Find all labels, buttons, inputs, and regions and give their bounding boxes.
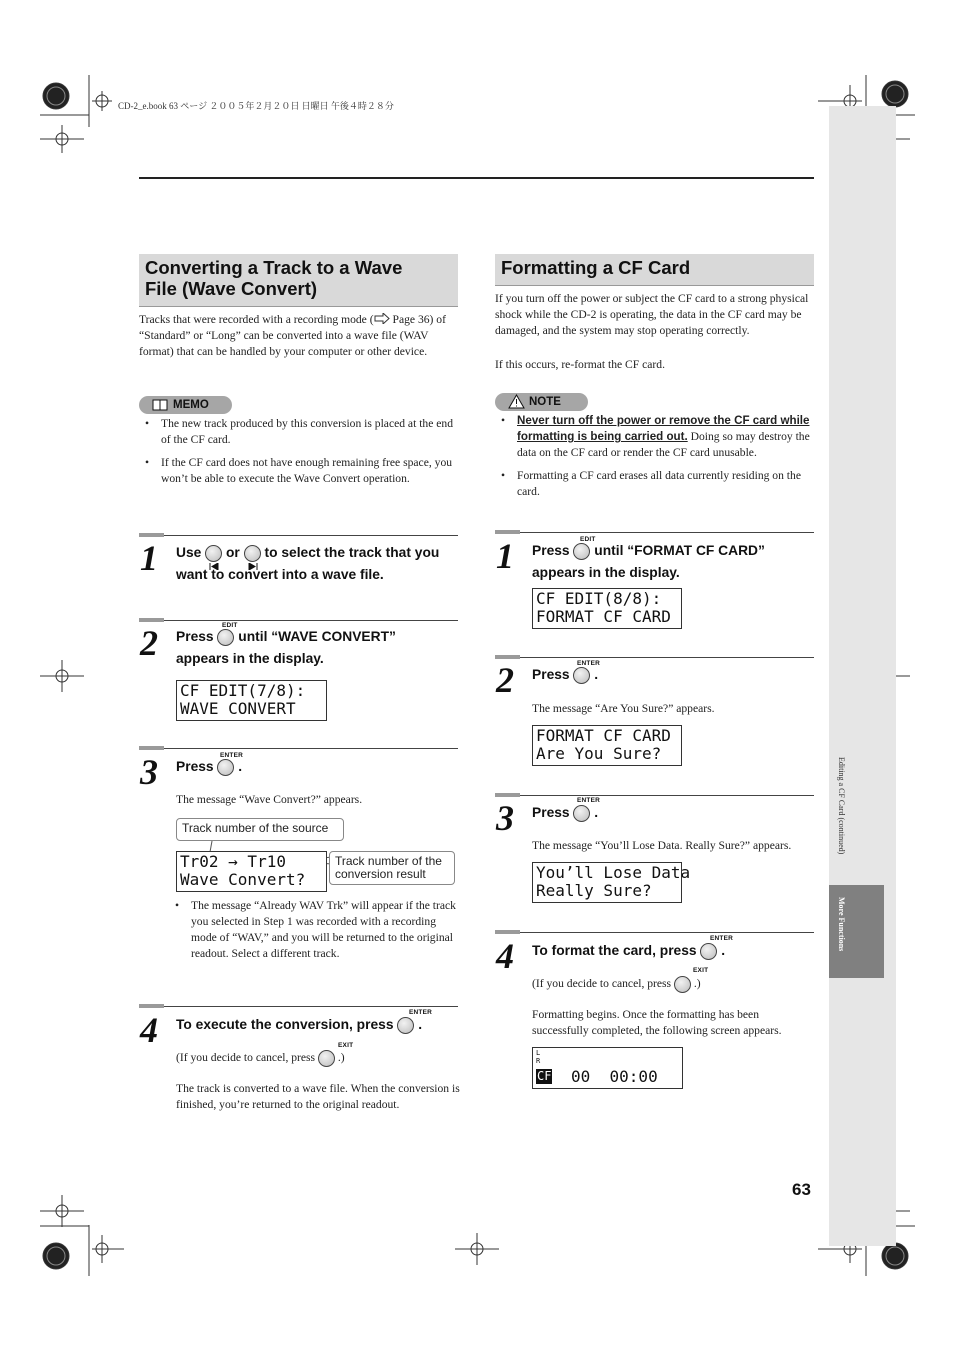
sidebar <box>829 106 896 1246</box>
left-section-title <box>139 254 458 307</box>
note-badge: NOTE <box>495 393 588 411</box>
right-section-title: Formatting a CF Card <box>495 254 814 286</box>
enter-button[interactable] <box>573 805 590 822</box>
step-bar <box>139 533 164 537</box>
left-step4-number: 4 <box>140 1010 158 1050</box>
lcd-display: FORMAT CF CARD Are You Sure? <box>532 725 682 766</box>
step-line <box>164 1006 458 1007</box>
lcd-level-r: R <box>536 1057 541 1065</box>
right-step2-number: 2 <box>496 660 514 700</box>
right-step1-text: Press until “FORMAT CF CARD” appears in the display. <box>532 543 765 580</box>
right-step3-message: The message “You’ll Lose Data. Really Sure?” appears. <box>532 839 792 852</box>
step-bar <box>495 655 520 659</box>
next-button[interactable] <box>244 545 261 562</box>
exit-button[interactable] <box>318 1050 335 1067</box>
left-step1-text: Use or to select the track that you want to convert into a wave file. <box>176 545 440 582</box>
enter-label: ENTER <box>710 935 734 942</box>
right-step4-result: Formatting begins. Once the formatting has been successfully completed, the following screen appears. <box>532 1008 782 1037</box>
step-bar <box>495 930 520 934</box>
step-line <box>164 535 458 536</box>
memo-badge: MEMO <box>139 396 232 414</box>
enter-label: ENTER <box>577 797 601 804</box>
right-step4-number: 4 <box>496 936 514 976</box>
left-step3-text: Press . <box>176 759 243 774</box>
enter-label: ENTER <box>577 660 601 667</box>
sidebar-section-label: Editing a CF Card (continued) <box>837 757 846 855</box>
prev-button[interactable] <box>205 545 222 562</box>
step-bar <box>495 793 520 797</box>
lcd-display: CF EDIT(8/8): FORMAT CF CARD <box>532 588 682 629</box>
left-title-line1: Converting a Track to a Wave <box>145 257 403 278</box>
lcd-time: 00 00:00 <box>571 1067 658 1086</box>
step-bar <box>495 530 520 534</box>
header-file-info: CD-2_e.book 63 ページ ２００５年２月２０日 日曜日 午後４時２８分 <box>118 101 394 111</box>
right-intro2: If this occurs, re-format the CF card. <box>495 358 665 371</box>
page-arrow-icon <box>374 313 390 324</box>
lcd-display: Tr02 → Tr10 Wave Convert? <box>176 851 327 892</box>
lcd-display: You’ll Lose Data Really Sure? <box>532 862 682 903</box>
step-bar <box>139 618 164 622</box>
right-step3-text: Press . <box>532 805 599 820</box>
list-item: • Never turn off the power or remove the CF card while formatting is being carried out. Doing so may destroy the data on the CF card or render the CF card unusable. <box>495 413 815 461</box>
page-number: 63 <box>792 1180 811 1199</box>
enter-button[interactable] <box>217 759 234 776</box>
lcd-level-l: L <box>536 1049 541 1057</box>
edit-label: EDIT <box>580 536 596 543</box>
left-step2-text: Press until “WAVE CONVERT” appears in the display. <box>176 629 396 666</box>
callout-source: Track number of the source <box>176 818 344 841</box>
right-step4-text: To format the card, press . <box>532 943 726 958</box>
memo-list <box>139 416 459 494</box>
edit-button[interactable] <box>573 543 590 560</box>
right-step3-number: 3 <box>496 798 514 838</box>
right-step2-message: The message “Are You Sure?” appears. <box>532 702 715 715</box>
left-title-line2: File (Wave Convert) <box>145 278 318 299</box>
enter-label: ENTER <box>220 752 244 759</box>
lcd-display: CF EDIT(7/8): WAVE CONVERT <box>176 680 327 721</box>
step-bar <box>139 1004 164 1008</box>
step-line <box>520 532 814 533</box>
sidebar-tab-label: More Functions <box>837 897 846 952</box>
exit-button[interactable] <box>674 976 691 993</box>
left-step3-message: The message “Wave Convert?” appears. <box>176 793 363 806</box>
list-item: • The new track produced by this conversion is placed at the end of the CF card. <box>139 416 459 448</box>
left-step2-number: 2 <box>140 623 158 663</box>
lcd-cf-indicator: CF <box>537 1069 552 1083</box>
left-intro: Tracks that were recorded with a recording mode ( Page 36) of “Standard” or “Long” can be converted into a wave file (WAV format) that can be handled by your computer or other device. <box>139 313 446 358</box>
enter-button[interactable] <box>397 1017 414 1034</box>
header-rule <box>139 177 814 179</box>
enter-button[interactable] <box>700 943 717 960</box>
left-step3-number: 3 <box>140 752 158 792</box>
step-line <box>520 657 814 658</box>
edit-label: EDIT <box>222 622 238 629</box>
right-intro: If you turn off the power or subject the CF card to a strong physical shock while the CD-2 is operating, the data in the CF card may be damaged, and the system may stop operating correctly. <box>495 292 809 337</box>
note-list <box>495 413 815 507</box>
left-step4-text: To execute the conversion, press . <box>176 1017 423 1032</box>
step-line <box>164 620 458 621</box>
step-line <box>164 748 458 749</box>
step-line <box>520 795 814 796</box>
list-item: • Formatting a CF card erases all data currently residing on the card. <box>495 468 815 500</box>
book-icon <box>152 399 169 411</box>
left-step4-cancel: (If you decide to cancel, press .) <box>176 1050 458 1067</box>
warning-icon <box>508 394 525 409</box>
callout-result: Track number of the conversion result <box>329 851 455 885</box>
list-item: • If the CF card does not have enough remaining free space, you won’t be able to execute the Wave Convert operation. <box>139 455 459 487</box>
exit-label: EXIT <box>338 1042 354 1049</box>
list-item: • The message “Already WAV Trk” will appear if the track you selected in Step 1 was recorded with a recording mode of “WAV,” and you will be returned to the original readout. Select a different track. <box>169 898 459 962</box>
left-step4-result: The track is converted to a wave file. When the conversion is finished, you’re returned to the original readout. <box>176 1082 460 1111</box>
left-step3-notes <box>169 898 459 969</box>
enter-button[interactable] <box>573 667 590 684</box>
edit-button[interactable] <box>217 629 234 646</box>
right-step1-number: 1 <box>496 536 514 576</box>
exit-label: EXIT <box>693 967 709 974</box>
lcd-display <box>532 1047 683 1089</box>
left-step1-number: 1 <box>140 538 158 578</box>
step-bar <box>139 746 164 750</box>
right-step4-cancel: (If you decide to cancel, press .) <box>532 976 814 993</box>
step-line <box>520 932 814 933</box>
right-step2-text: Press . <box>532 667 599 682</box>
enter-label: ENTER <box>409 1009 433 1016</box>
